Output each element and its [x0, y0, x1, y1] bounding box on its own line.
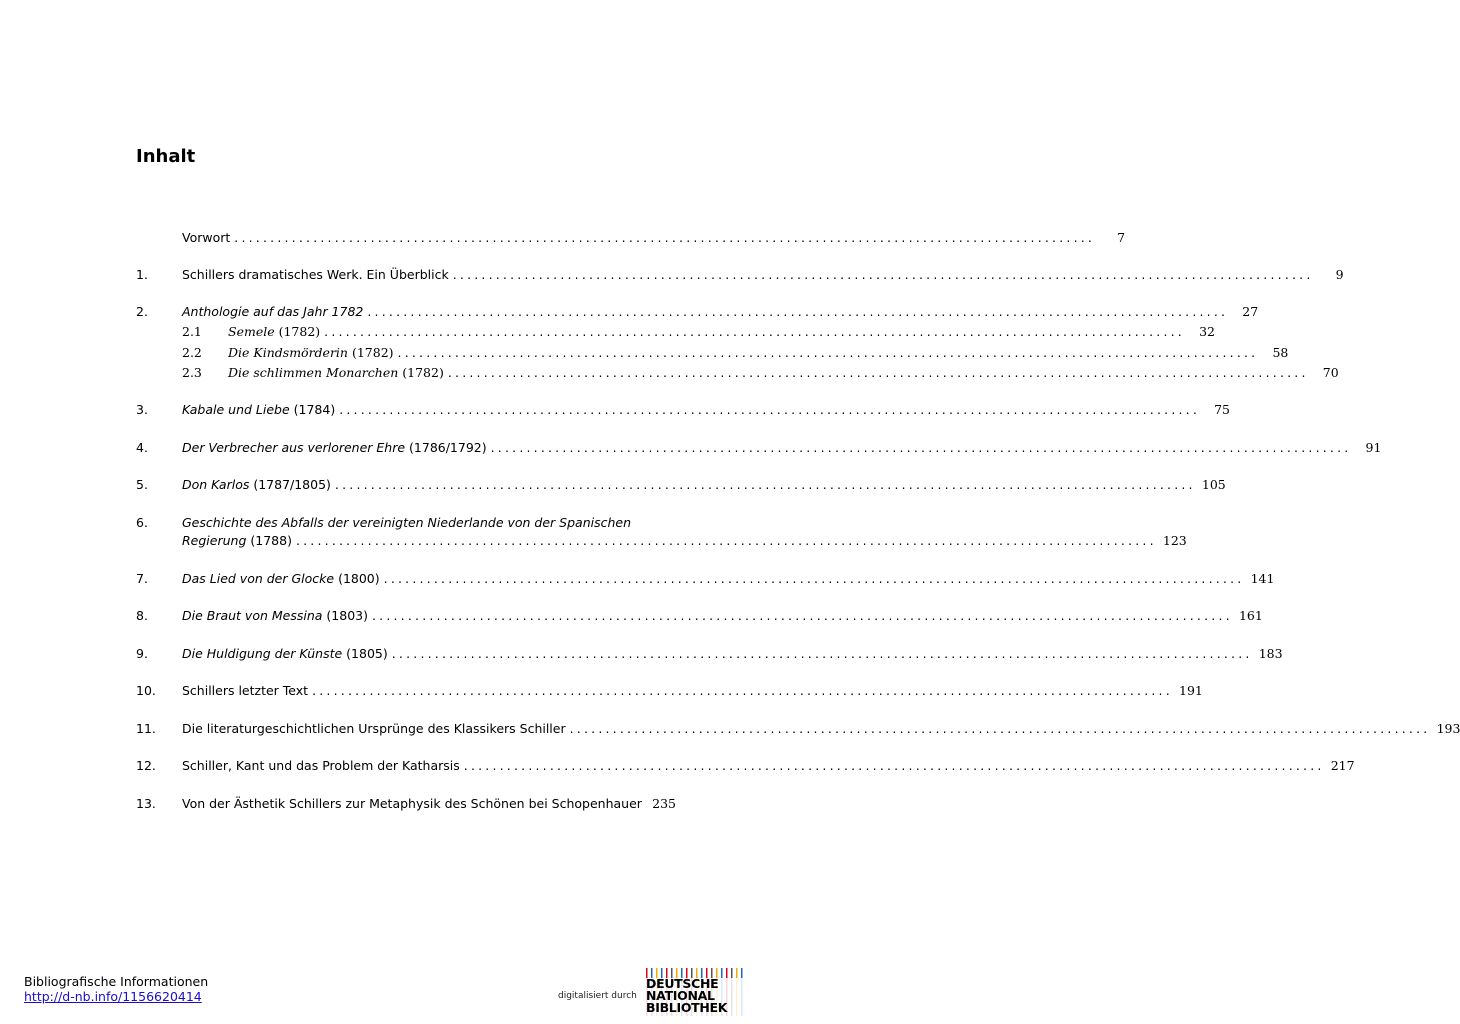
toc-entry-title — [182, 756, 460, 776]
toc-page-number: 9 — [1335, 267, 1344, 282]
toc-entry-number: 2.1 — [182, 324, 202, 339]
toc-entry[interactable] — [136, 756, 1355, 776]
toc-title-part: (1784) — [289, 402, 336, 417]
toc-page-number: 105 — [1201, 477, 1226, 492]
toc-entry-title — [182, 302, 363, 322]
logo-line: BIBLIOTHEK — [646, 1000, 728, 1015]
toc-entry-title — [182, 681, 308, 701]
toc-title-part: (1782) — [347, 345, 394, 360]
toc-leader-dots: ........................................................................................................................ — [312, 683, 1173, 698]
toc-leader-dots: ........................................................................................................................ — [397, 345, 1259, 360]
toc-entry-title — [182, 513, 631, 533]
toc-page-number: 235 — [652, 796, 676, 811]
toc-entry-title-wrap — [182, 475, 1202, 495]
toc-entry-title — [182, 228, 230, 248]
toc-leader-dots: ........................................................................................................................ — [295, 533, 1157, 548]
toc-leader-dots: ........................................................................................................................ — [391, 646, 1253, 661]
toc-page-number: 183 — [1258, 646, 1283, 661]
toc-entry-number: 3. — [136, 402, 148, 417]
toc-entry-title-wrap — [182, 756, 1331, 776]
toc-page-number: 193 — [1436, 721, 1460, 736]
toc-title-part: Schillers dramatisches Werk. Ein Überblick — [182, 267, 449, 282]
toc-entry[interactable] — [136, 228, 1126, 248]
logo-line: DEUTSCHE — [646, 976, 719, 991]
toc-entry[interactable] — [136, 606, 1263, 626]
toc-entry[interactable] — [136, 531, 1187, 551]
toc-title-part: Die Kindsmörderin — [228, 345, 348, 360]
toc-title-part: Die Huldigung der Künste — [182, 646, 343, 661]
toc-entry[interactable] — [136, 400, 1231, 420]
toc-entry-number: 7. — [136, 571, 148, 586]
toc-entry-title — [182, 606, 368, 626]
toc-page-number: 91 — [1365, 440, 1382, 455]
logo-line: NATIONAL — [646, 988, 715, 1003]
toc-entry-number: 4. — [136, 440, 148, 455]
toc-entry-title — [228, 322, 320, 342]
toc-entry-title-wrap — [182, 265, 1320, 285]
toc-entry-number: 2. — [136, 304, 148, 319]
toc-entry-title-wrap — [182, 681, 1179, 701]
toc-leader-dots: ........................................................................................................................ — [383, 571, 1245, 586]
toc-entry-title-wrap — [228, 363, 1315, 383]
dnb-logo — [646, 968, 746, 1016]
toc-title-part: Vorwort — [182, 230, 231, 245]
page-title: Inhalt — [136, 146, 196, 167]
toc-page-number: 7 — [1117, 230, 1126, 245]
toc-title-part: Schiller, Kant und das Problem der Katharsis — [182, 758, 460, 773]
toc-entry-title — [182, 438, 487, 458]
toc-leader-dots: ........................................................................................................................ — [339, 402, 1201, 417]
toc-entry-number: 12. — [136, 758, 156, 773]
toc-entry[interactable] — [136, 438, 1382, 458]
toc-title-part: Don Karlos — [182, 477, 250, 492]
bibliographic-info — [24, 974, 208, 1004]
toc-title-part: Die literaturgeschichtlichen Ursprünge des Klassikers Schiller — [182, 721, 566, 736]
toc-entry[interactable] — [136, 644, 1283, 664]
toc-title-part: (1787/1805) — [249, 477, 331, 492]
toc-entry[interactable] — [136, 322, 1215, 342]
toc-entry-title-wrap — [182, 302, 1234, 322]
toc-leader-dots: ........................................................................................................................ — [367, 304, 1229, 319]
toc-title-part: Regierung — [182, 533, 247, 548]
toc-entry[interactable] — [136, 681, 1203, 701]
toc-leader-dots: ........................................................................................................................ — [452, 267, 1314, 282]
toc-entry-title-wrap — [182, 400, 1206, 420]
toc-leader-dots: ........................................................................................................................ — [324, 324, 1185, 339]
toc-entry[interactable] — [136, 513, 676, 533]
toc-title-part: Geschichte des Abfalls der vereinigten Niederlande von der Spanischen — [182, 515, 632, 530]
toc-entry-title — [228, 343, 394, 363]
bib-label: Bibliografische Informationen — [24, 974, 209, 989]
toc-entry-number: 5. — [136, 477, 148, 492]
toc-page-number: 123 — [1162, 533, 1187, 548]
toc-entry[interactable] — [136, 302, 1259, 322]
toc-entry-title-wrap — [182, 644, 1259, 664]
toc-title-part: (1803) — [322, 608, 368, 623]
toc-entry-title — [182, 569, 380, 589]
toc-entry[interactable] — [136, 343, 1289, 363]
toc-page-number: 141 — [1250, 571, 1275, 586]
toc-entry-title-wrap — [182, 228, 1101, 248]
toc-entry-title-wrap — [182, 438, 1357, 458]
toc-title-part: (1800) — [334, 571, 380, 586]
toc-page-number: 27 — [1242, 304, 1259, 319]
toc-leader-dots: ........................................................................................................................ — [334, 477, 1196, 492]
toc-entry-title — [182, 265, 449, 285]
toc-page-number: 161 — [1238, 608, 1263, 623]
toc-entry-number: 2.2 — [182, 345, 202, 360]
toc-leader-dots: ........................................................................................................................ — [569, 721, 1431, 736]
toc-title-part: Schillers letzter Text — [182, 683, 309, 698]
toc-title-part: (1805) — [342, 646, 388, 661]
toc-leader-dots: ........................................................................................................................ — [371, 608, 1233, 623]
toc-entry[interactable] — [136, 265, 1344, 285]
toc-page-number: 70 — [1322, 365, 1339, 380]
toc-entry-title — [182, 475, 331, 495]
toc-entry-number: 9. — [136, 646, 148, 661]
toc-entry-title-wrap — [182, 513, 652, 533]
toc-entry-number: 13. — [136, 796, 156, 811]
toc-entry-title — [182, 719, 566, 739]
toc-entry-title — [182, 644, 388, 664]
toc-title-part: Die schlimmen Monarchen — [228, 365, 399, 380]
toc-entry-number: 1. — [136, 267, 148, 282]
toc-entry-title-wrap — [228, 343, 1264, 363]
toc-entry[interactable] — [136, 719, 1460, 739]
toc-entry-number: 10. — [136, 683, 156, 698]
toc-entry-number: 8. — [136, 608, 148, 623]
toc-leader-dots: ........................................................................................................................ — [234, 230, 1096, 245]
toc-title-part: Das Lied von der Glocke — [182, 571, 335, 586]
toc-title-part: (1782) — [398, 365, 444, 380]
toc-page-number: 191 — [1179, 683, 1203, 698]
toc-leader-dots: ........................................................................................................................ — [463, 758, 1325, 773]
toc-entry[interactable] — [136, 475, 1226, 495]
toc-entry[interactable] — [136, 794, 676, 814]
toc-entry-title — [228, 363, 444, 383]
toc-title-part: Von der Ästhetik Schillers zur Metaphysik des Schönen bei Schopenhauer — [182, 796, 642, 811]
toc-entry-title-wrap — [182, 719, 1436, 739]
toc-entry-number: 6. — [136, 515, 148, 530]
toc-page-number: 32 — [1199, 324, 1215, 339]
toc-entry-title-wrap — [182, 531, 1163, 551]
bib-link[interactable]: http://d-nb.info/1156620414 — [24, 989, 202, 1004]
toc-page-number: 58 — [1272, 345, 1289, 360]
toc-entry-title — [182, 400, 335, 420]
toc-title-part: Semele — [228, 324, 275, 339]
toc-entry[interactable] — [136, 569, 1275, 589]
toc-title-part: (1782) — [274, 324, 321, 339]
toc-page-number: 217 — [1330, 758, 1355, 773]
toc-entry-number: 2.3 — [182, 365, 202, 380]
toc-title-part: Anthologie auf das Jahr 1782 — [182, 304, 364, 319]
toc-entry-title-wrap — [228, 322, 1191, 342]
toc-entry-title-wrap — [182, 569, 1250, 589]
digitized-by-label: digitalisiert durch — [558, 991, 637, 1001]
toc-entry[interactable] — [136, 363, 1339, 383]
toc-entry-number: 11. — [136, 721, 156, 736]
toc-entry-title-wrap — [182, 606, 1239, 626]
toc-title-part: Kabale und Liebe — [182, 402, 290, 417]
toc-title-part: Der Verbrecher aus verlorener Ehre — [182, 440, 406, 455]
toc-page-number: 75 — [1214, 402, 1231, 417]
toc-entry-title-wrap — [182, 794, 652, 814]
toc-entry-title — [182, 794, 642, 814]
toc-entry-title — [182, 531, 292, 551]
toc-leader-dots: ........................................................................................................................ — [447, 365, 1309, 380]
toc-leader-dots: ........................................................................................................................ — [490, 440, 1352, 455]
logo-text — [646, 978, 727, 1014]
toc-title-part: Die Braut von Messina — [182, 608, 323, 623]
toc-title-part: (1786/1792) — [405, 440, 487, 455]
toc-title-part: (1788) — [246, 533, 292, 548]
